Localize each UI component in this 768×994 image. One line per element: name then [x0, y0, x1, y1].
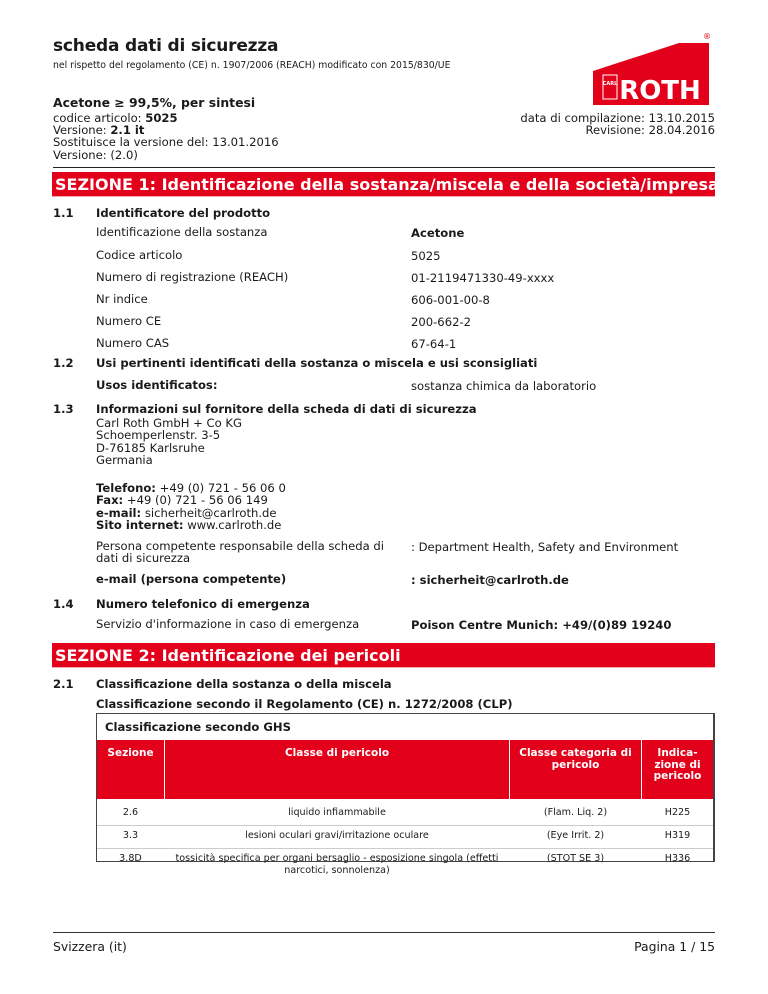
footer-divider	[53, 932, 715, 933]
identified-uses-key: Usos identificatos:	[96, 378, 218, 392]
article-code-label: codice articolo:	[53, 111, 146, 125]
ghs-cell-category: (Flam. Liq. 2)	[543, 807, 608, 818]
supplier-address	[96, 417, 242, 467]
phone-label: Telefono:	[96, 481, 156, 495]
ghs-header-statement-line3: pericolo	[653, 770, 702, 782]
index-number-key: Nr indice	[96, 292, 148, 306]
ghs-cell-statement: H336	[664, 853, 691, 864]
emergency-service-value: Poison Centre Munich: +49/(0)89 19240	[411, 618, 672, 632]
website-line	[96, 519, 286, 531]
ghs-table-title: Classificazione secondo GHS	[105, 720, 291, 734]
document-meta-left	[53, 112, 279, 161]
substance-id-value: Acetone	[411, 226, 465, 240]
document-subtitle: nel rispetto del regolamento (CE) n. 1907/2006 (REACH) modificato con 2015/830/UE	[53, 60, 451, 71]
clp-classification-subtitle: Classificazione secondo il Regolamento (CE) n. 1272/2008 (CLP)	[96, 697, 513, 711]
website-label: Sito internet:	[96, 518, 184, 533]
subsection-1-4-title: Numero telefonico di emergenza	[96, 597, 310, 611]
ghs-cell-hazard-class-line2: narcotici, sonnolenza)	[284, 864, 390, 876]
subsection-1-3-number: 1.3	[53, 402, 74, 416]
ghs-cell-hazard-class: liquido infiammabile	[288, 807, 386, 818]
cas-number-value: 67-64-1	[411, 337, 457, 351]
ghs-cell-section: 3.3	[122, 830, 139, 841]
supplier-country: Germania	[96, 453, 153, 468]
ghs-header-statement-line2: zione di	[654, 758, 701, 771]
subsection-1-2-number: 1.2	[53, 356, 74, 370]
header-divider	[53, 167, 715, 168]
ghs-cell-hazard-class: lesioni oculari gravi/irritazione oculare	[245, 830, 429, 841]
revision-date: Revisione: 28.04.2016	[585, 123, 715, 138]
ghs-cell-hazard-class-line1: tossicità specifica per organi bersaglio - esposizione singola (effetti	[175, 853, 499, 864]
logo-small-text: CARL	[602, 81, 618, 87]
ghs-header-category-line1: Classe categoria di	[519, 747, 632, 759]
section-2-heading: SEZIONE 2: Identificazione dei pericoli	[52, 643, 715, 668]
article-code-row-value: 5025	[411, 249, 441, 263]
ghs-header-category	[510, 748, 641, 771]
version-value: 2.1 it	[110, 123, 145, 138]
article-code-key: Codice articolo	[96, 248, 183, 262]
footer-page-number: Pagina 1 / 15	[634, 939, 715, 954]
previous-version: Versione: (2.0)	[53, 147, 138, 162]
ghs-header-section: Sezione	[107, 747, 154, 759]
identified-uses-value: sostanza chimica da laboratorio	[411, 379, 597, 393]
index-number-value: 606-001-00-8	[411, 293, 490, 307]
ghs-header-category-line2: pericolo	[551, 758, 600, 771]
ghs-row-divider	[97, 848, 713, 849]
subsection-1-1-title: Identificatore del prodotto	[96, 206, 271, 220]
phone-value: +49 (0) 721 - 56 06 0	[155, 481, 286, 495]
ghs-cell-section: 3.8D	[119, 853, 142, 864]
fax-value: +49 (0) 721 - 56 06 149	[123, 493, 268, 508]
ec-number-key: Numero CE	[96, 314, 162, 328]
ghs-cell-statement: H225	[664, 807, 691, 818]
email-label: e-mail:	[96, 505, 142, 520]
logo-graphic	[591, 32, 714, 107]
competent-email-key: e-mail (persona competente)	[96, 572, 287, 586]
substance-id-key: Identificazione della sostanza	[96, 225, 268, 239]
fax-label: Fax:	[96, 493, 124, 508]
ec-number-value: 200-662-2	[411, 315, 472, 329]
competent-person-value: : Department Health, Safety and Environment	[411, 540, 679, 554]
reach-number-value: 01-2119471330-49-xxxx	[411, 271, 555, 285]
supplier-company: Carl Roth GmbH + Co KG	[96, 416, 242, 430]
version-label: Versione:	[53, 123, 111, 138]
ghs-classification-table	[96, 713, 715, 876]
article-code-value: 5025	[145, 111, 178, 125]
footer-country: Svizzera (it)	[53, 939, 127, 954]
supplier-street: Schoemperlenstr. 3-5	[96, 428, 221, 443]
email-value: sicherheit@carlroth.de	[141, 505, 277, 520]
product-name: Acetone ≥ 99,5%, per sintesi	[53, 95, 256, 110]
logo-text: ROTH	[619, 76, 701, 106]
supplier-contacts	[96, 482, 286, 532]
competent-person-key: Persona competente responsabile della scheda di dati di sicurezza	[96, 539, 384, 566]
document-meta-right	[520, 112, 715, 136]
reach-number-key: Numero di registrazione (REACH)	[96, 270, 289, 284]
subsection-2-1-number: 2.1	[53, 677, 74, 691]
ghs-row-divider	[97, 825, 713, 826]
supplier-city: D-76185 Karlsruhe	[96, 440, 205, 455]
subsection-1-4-number: 1.4	[53, 597, 74, 611]
competent-email-value: : sicherheit@carlroth.de	[411, 573, 569, 587]
emergency-service-key: Servizio d'informazione in caso di emergenza	[96, 617, 360, 631]
carl-roth-logo	[591, 32, 714, 107]
section-1-heading: SEZIONE 1: Identificazione della sostanza/miscela e della società/impresa	[52, 172, 715, 197]
compilation-date: data di compilazione: 13.10.2015	[520, 111, 715, 125]
document-title: scheda dati di sicurezza	[53, 36, 279, 56]
ghs-cell-section: 2.6	[122, 807, 139, 818]
ghs-cell-statement: H319	[664, 830, 691, 841]
logo-registered: ®	[703, 32, 711, 41]
subsection-1-1-number: 1.1	[53, 206, 74, 220]
ghs-header-statement-line1: Indica-	[657, 747, 698, 759]
ghs-cell-hazard-class	[165, 853, 509, 876]
ghs-header-hazard-class: Classe di pericolo	[284, 747, 390, 759]
cas-number-key: Numero CAS	[96, 336, 170, 350]
subsection-1-2-title: Usi pertinenti identificati della sostanza o miscela e usi sconsigliati	[96, 356, 538, 370]
replaces-version: Sostituisce la versione del: 13.01.2016	[53, 135, 279, 150]
ghs-header-statement	[642, 748, 713, 783]
subsection-1-3-title: Informazioni sul fornitore della scheda di dati di sicurezza	[96, 402, 477, 416]
subsection-2-1-title: Classificazione della sostanza o della miscela	[96, 677, 392, 691]
ghs-cell-category: (Eye Irrit. 2)	[546, 830, 605, 841]
ghs-cell-category: (STOT SE 3)	[546, 853, 605, 864]
website-value: www.carlroth.de	[183, 518, 282, 533]
